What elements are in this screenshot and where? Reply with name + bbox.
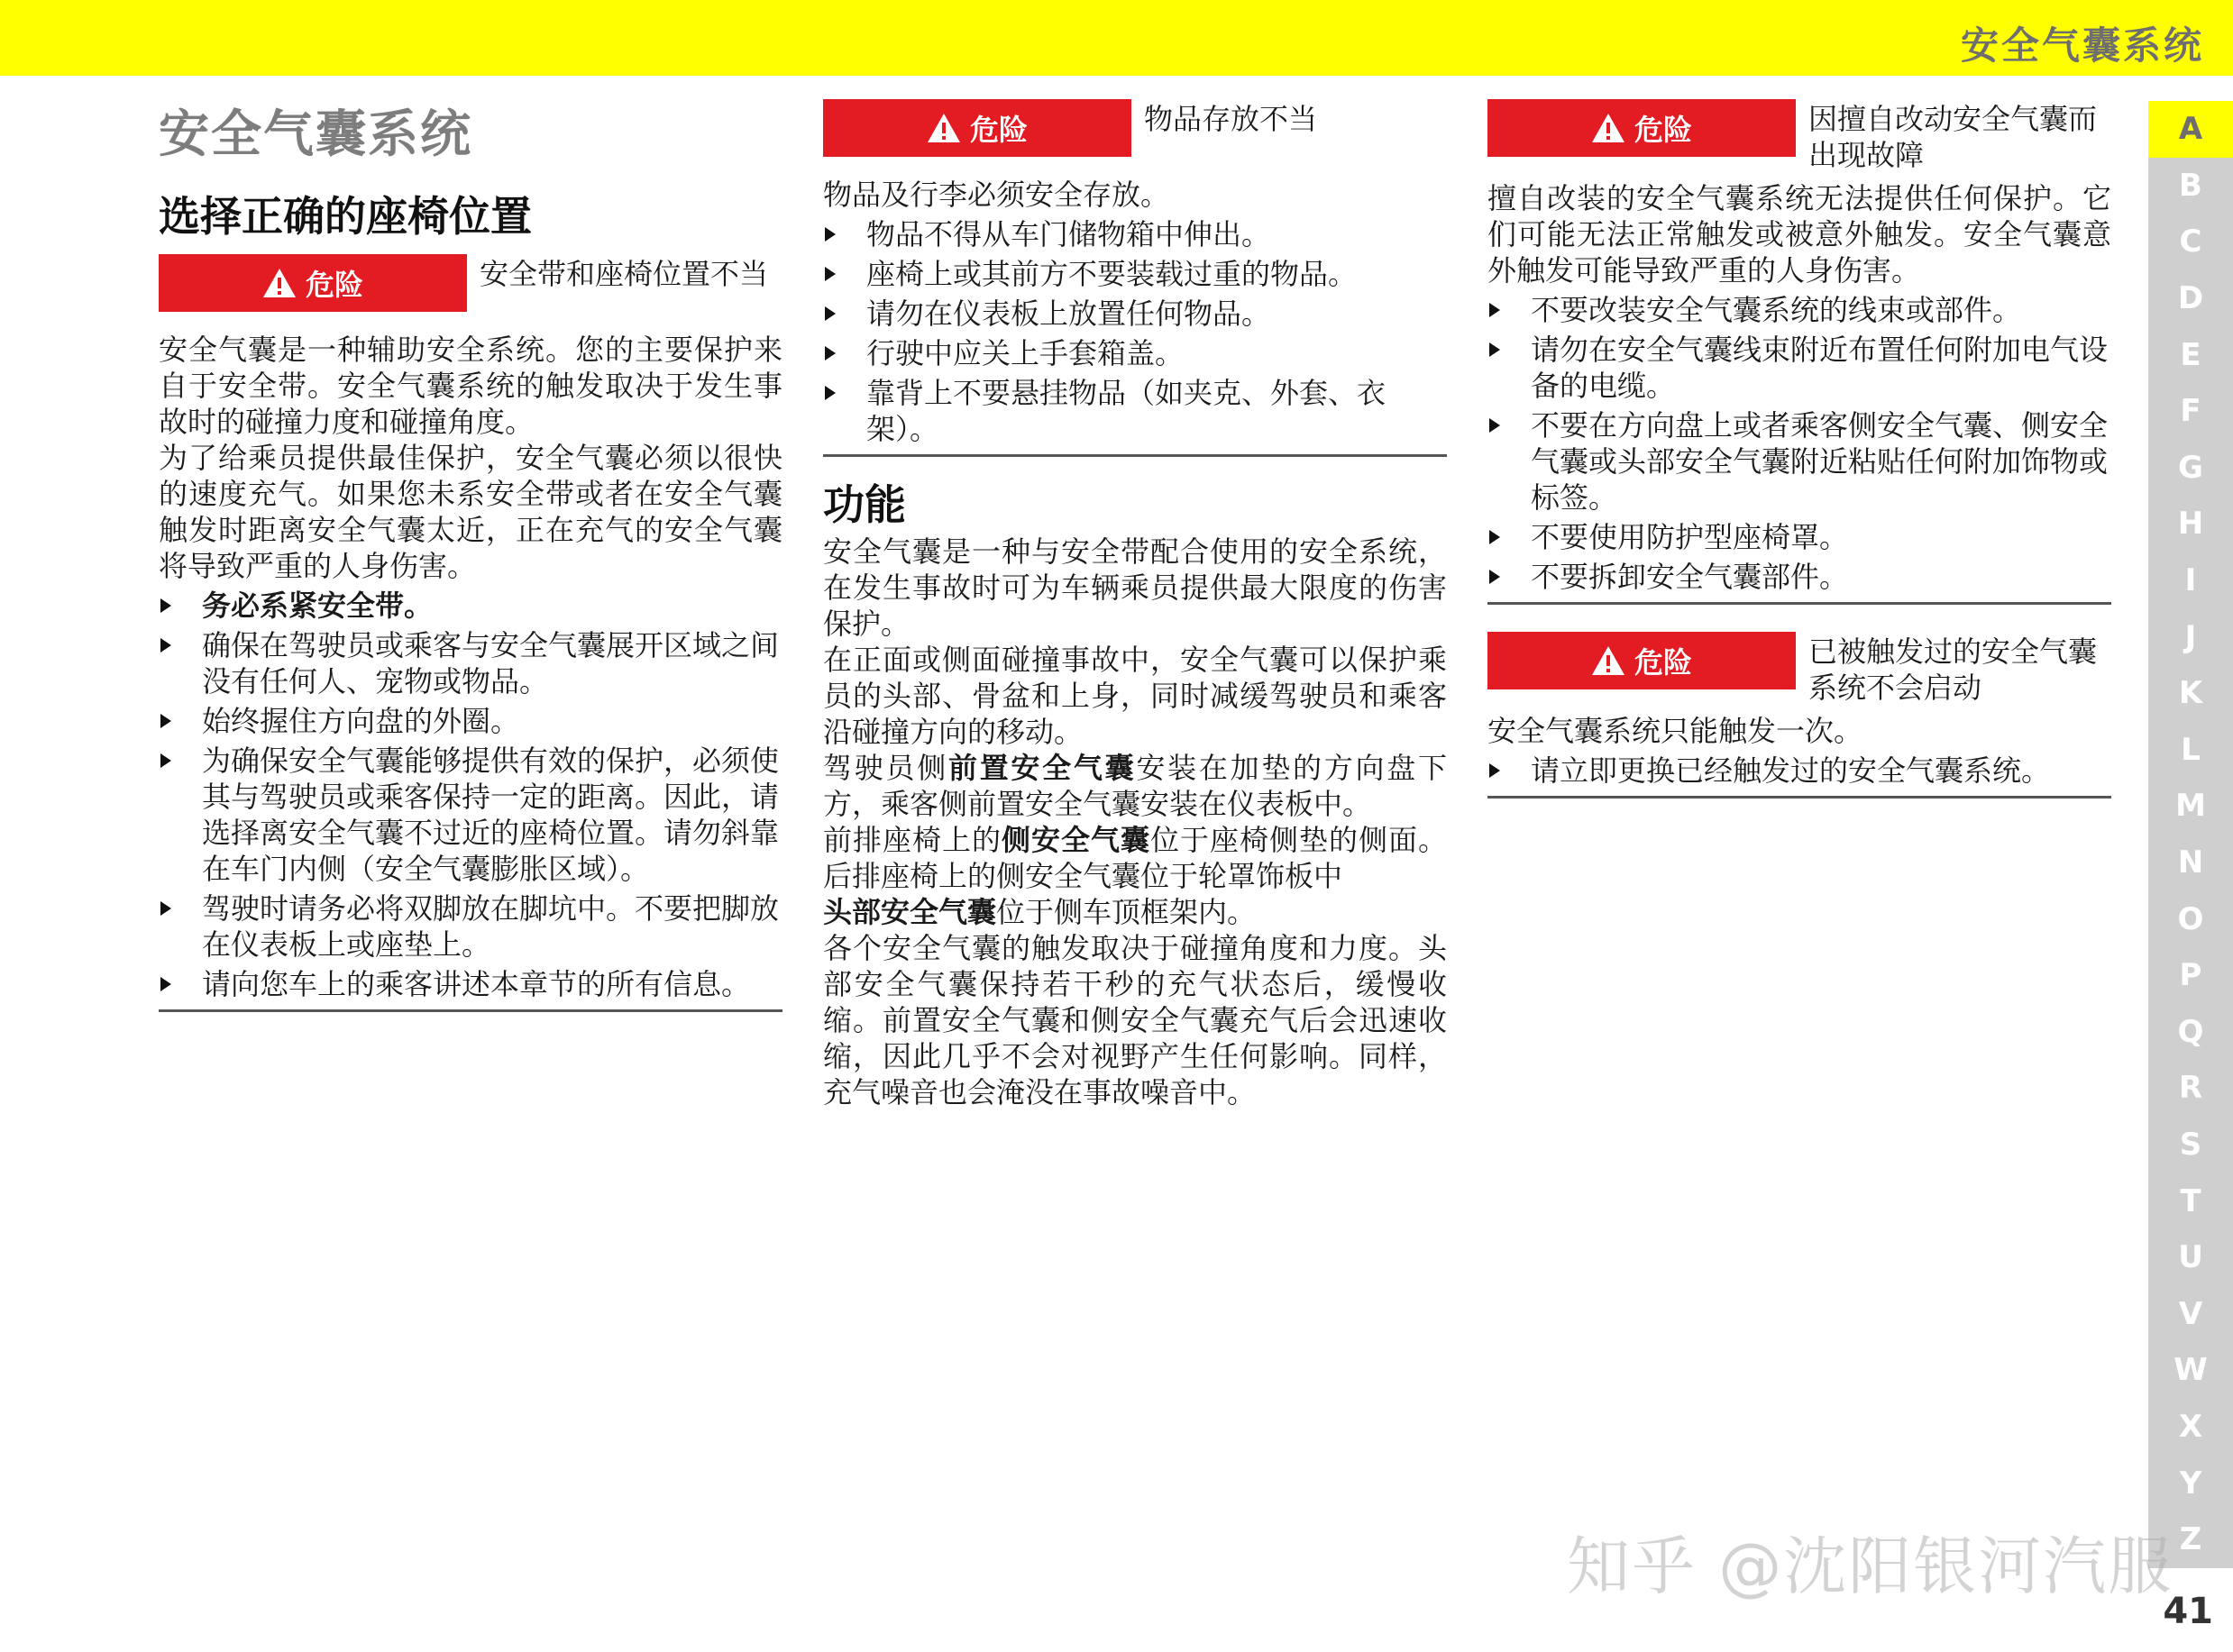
paragraph: 安全气囊是一种与安全带配合使用的安全系统，在发生事故时可为车辆乘员提供最大限度的伤害保护。 xyxy=(823,534,1447,642)
header-title: 安全气囊系统 xyxy=(1960,23,2204,68)
text-run: 位于座椅侧垫的侧面。后排座椅上的侧安全气囊位于轮罩饰板中 xyxy=(823,823,1447,894)
bullet-text: 为确保安全气囊能够提供有效的保护，必须使其与驾驶员或乘客保持一定的距离。因此，请选择离安全气囊不过近的座椅位置。请勿斜靠在车门内侧（安全气囊膨胀区域）。 xyxy=(202,744,780,887)
column-2 xyxy=(823,99,1447,1110)
paragraph: 在正面或侧面碰撞事故中，安全气囊可以保护乘员的头部、骨盆和上身，同时减缓驾驶员和乘客沿碰撞方向的移动。 xyxy=(823,643,1447,750)
index-tab-b[interactable]: B xyxy=(2179,167,2202,204)
bullet-item xyxy=(159,588,782,624)
bullet-text: 务必系紧安全带。 xyxy=(202,589,434,624)
section-title-function: 功能 xyxy=(823,480,906,529)
index-tab-j[interactable]: J xyxy=(2184,618,2197,655)
index-tab-x[interactable]: X xyxy=(2178,1408,2203,1445)
danger-title: 已被触发过的安全气囊系统不会启动 xyxy=(1808,634,2098,705)
paragraph xyxy=(823,822,1447,894)
bullet-item xyxy=(1487,332,2111,404)
danger-label xyxy=(1487,632,1796,689)
bullet-arrow-icon xyxy=(825,386,836,400)
term-head-airbag: 头部安全气囊 xyxy=(823,895,997,930)
bullet-list xyxy=(823,216,1447,447)
bullet-text: 不要使用防护型座椅罩。 xyxy=(1531,520,1849,554)
bullet-item xyxy=(159,743,782,887)
bullet-text: 行驶中应关上手套箱盖。 xyxy=(866,336,1185,370)
bullet-arrow-icon xyxy=(825,306,836,321)
index-tab-r[interactable]: R xyxy=(2178,1070,2203,1107)
bullet-item xyxy=(159,627,782,699)
bullet-text: 驾驶时请务必将双脚放在脚坑中。不要把脚放在仪表板上或座垫上。 xyxy=(202,891,780,963)
danger-box-storage xyxy=(823,99,1447,157)
danger-label-text: 危险 xyxy=(305,268,363,303)
paragraph: 擅自改装的安全气囊系统无法提供任何保护。它们可能无法正常触发或被意外触发。安全气囊意外触发可能导致严重的人身伤害。 xyxy=(1487,181,2111,288)
index-tab-a[interactable]: A xyxy=(2148,101,2233,158)
bullet-item xyxy=(1487,753,2111,789)
section-divider xyxy=(1487,602,2111,605)
bullet-text: 不要拆卸安全气囊部件。 xyxy=(1531,560,1849,594)
bullet-text: 确保在驾驶员或乘客与安全气囊展开区域之间没有任何人、宠物或物品。 xyxy=(202,628,780,699)
danger-label xyxy=(159,254,467,312)
text-run: 驾驶员侧 xyxy=(823,751,948,786)
bullet-item xyxy=(159,890,782,963)
index-tab-k[interactable]: K xyxy=(2178,675,2203,712)
bullet-text: 请勿在仪表板上放置任何物品。 xyxy=(866,297,1271,331)
bullet-arrow-icon xyxy=(160,753,171,768)
bullet-arrow-icon xyxy=(160,977,171,991)
bullet-text: 靠背上不要悬挂物品（如夹克、外套、衣架）。 xyxy=(866,376,1386,446)
bullet-text: 始终握住方向盘的外圈。 xyxy=(202,704,520,739)
bullet-arrow-icon xyxy=(160,714,171,728)
warning-triangle-icon xyxy=(1591,645,1625,676)
bullet-text: 座椅上或其前方不要装载过重的物品。 xyxy=(866,257,1358,291)
section-divider xyxy=(823,454,1447,457)
text-run: 位于侧车顶框架内。 xyxy=(996,895,1257,930)
index-tab-d[interactable]: D xyxy=(2177,280,2204,317)
danger-box-unauthorized-modification xyxy=(1487,99,2111,173)
bullet-list xyxy=(1487,753,2111,789)
bullet-arrow-icon xyxy=(160,638,171,653)
bullet-text: 请向您车上的乘客讲述本章节的所有信息。 xyxy=(202,967,751,1002)
index-tab-o[interactable]: O xyxy=(2177,900,2204,937)
term-side-airbag: 侧安全气囊 xyxy=(1002,823,1150,858)
bullet-text: 物品不得从车门储物箱中伸出。 xyxy=(866,217,1271,251)
bullet-item xyxy=(823,256,1447,292)
bullet-list xyxy=(1487,292,2111,595)
alphabet-index-sidebar xyxy=(2148,101,2233,1568)
index-tab-q[interactable]: Q xyxy=(2177,1013,2204,1050)
bullet-arrow-icon xyxy=(1489,763,1500,778)
danger-box-deployed-airbag xyxy=(1487,632,2111,706)
paragraph xyxy=(823,750,1447,822)
index-tab-e[interactable]: E xyxy=(2180,336,2201,373)
index-tab-h[interactable]: H xyxy=(2177,506,2204,543)
index-tab-v[interactable]: V xyxy=(2178,1295,2203,1332)
text-run: 安装在加垫的方向盘下方，乘客侧前置安全气囊安装在仪表板中。 xyxy=(823,751,1447,822)
index-tab-g[interactable]: G xyxy=(2178,449,2203,486)
paragraph xyxy=(823,894,1447,930)
index-tab-c[interactable]: C xyxy=(2179,224,2202,260)
bullet-arrow-icon xyxy=(1489,418,1500,433)
bullet-arrow-icon xyxy=(1489,530,1500,544)
bullet-item xyxy=(1487,407,2111,516)
warning-triangle-icon xyxy=(1591,113,1625,143)
index-tab-p[interactable]: P xyxy=(2179,957,2202,994)
bullet-text: 请勿在安全气囊线束附近布置任何附加电气设备的电缆。 xyxy=(1531,333,2109,403)
index-tab-i[interactable]: I xyxy=(2184,562,2197,599)
index-tab-y[interactable]: Y xyxy=(2179,1465,2202,1501)
danger-title: 安全带和座椅位置不当 xyxy=(480,257,769,292)
index-tab-m[interactable]: M xyxy=(2175,788,2206,825)
bullet-arrow-icon xyxy=(1489,303,1500,317)
danger-title: 物品存放不当 xyxy=(1144,102,1318,136)
text-run: 前排座椅上的 xyxy=(823,823,1002,858)
danger-label-text: 危险 xyxy=(1634,113,1692,147)
header-band xyxy=(0,0,2233,76)
index-tab-l[interactable]: L xyxy=(2181,731,2201,768)
section-divider xyxy=(159,1009,782,1012)
section-title-seat-position: 选择正确的座椅位置 xyxy=(159,192,532,242)
bullet-arrow-icon xyxy=(825,267,836,281)
danger-title: 因擅自改动安全气囊而出现故障 xyxy=(1808,102,2098,172)
paragraph: 安全气囊系统只能触发一次。 xyxy=(1487,714,1863,748)
bullet-item xyxy=(823,296,1447,332)
danger-label-text: 危险 xyxy=(969,113,1028,147)
paragraph: 各个安全气囊的触发取决于碰撞角度和力度。头部安全气囊保持若干秒的充气状态后，缓慢收缩。前置安全气囊和侧安全气囊充气后会迅速收缩，因此几乎不会对视野产生任何影响。同样，充气噪音也会淹没在事故噪音中。 xyxy=(823,931,1447,1110)
bullet-item xyxy=(1487,559,2111,595)
danger-label xyxy=(823,99,1131,157)
bullet-arrow-icon xyxy=(160,901,171,916)
page-title: 安全气囊系统 xyxy=(159,105,472,164)
bullet-text: 不要在方向盘上或者乘客侧安全气囊、侧安全气囊或头部安全气囊附近粘贴任何附加饰物或标签。 xyxy=(1531,408,2109,515)
bullet-arrow-icon xyxy=(1489,570,1500,584)
bullet-item xyxy=(1487,519,2111,555)
bullet-arrow-icon xyxy=(160,598,171,613)
bullet-list xyxy=(159,588,782,1002)
bullet-item xyxy=(823,335,1447,371)
section-divider xyxy=(1487,796,2111,799)
danger-label-text: 危险 xyxy=(1634,645,1692,680)
index-tab-u[interactable]: U xyxy=(2178,1239,2203,1276)
column-1 xyxy=(159,99,782,1012)
index-tab-t[interactable]: T xyxy=(2180,1182,2201,1219)
watermark: 知乎 @沈阳银河汽服 xyxy=(1567,1529,2174,1603)
bullet-item xyxy=(823,216,1447,252)
bullet-text: 请立即更换已经触发过的安全气囊系统。 xyxy=(1531,753,2051,788)
warning-triangle-icon xyxy=(927,113,961,143)
paragraph: 安全气囊是一种辅助安全系统。您的主要保护来自于安全带。安全气囊系统的触发取决于发生事故时的碰撞力度和碰撞角度。 xyxy=(159,333,782,440)
index-tab-n[interactable]: N xyxy=(2177,844,2204,881)
warning-triangle-icon xyxy=(262,268,297,298)
bullet-text: 不要改装安全气囊系统的线束或部件。 xyxy=(1531,293,2022,327)
bullet-item xyxy=(1487,292,2111,328)
term-front-airbag: 前置安全气囊 xyxy=(947,751,1137,786)
index-tab-s[interactable]: S xyxy=(2179,1126,2202,1163)
index-tab-z[interactable]: Z xyxy=(2179,1521,2202,1558)
index-tab-f[interactable]: F xyxy=(2180,393,2201,430)
page-number: 41 xyxy=(2163,1591,2213,1632)
column-3 xyxy=(1487,99,2111,799)
danger-label xyxy=(1487,99,1796,157)
danger-box-seatbelt xyxy=(159,254,782,312)
bullet-arrow-icon xyxy=(825,227,836,242)
bullet-item xyxy=(159,703,782,739)
bullet-item xyxy=(823,375,1447,447)
index-tab-w[interactable]: W xyxy=(2174,1352,2208,1389)
paragraph: 为了给乘员提供最佳保护，安全气囊必须以很快的速度充气。如果您未系安全带或者在安全气囊触发时距离安全气囊太近，正在充气的安全气囊将导致严重的人身伤害。 xyxy=(159,441,782,584)
bullet-arrow-icon xyxy=(825,346,836,361)
paragraph: 物品及行李必须安全存放。 xyxy=(823,178,1170,212)
bullet-arrow-icon xyxy=(1489,342,1500,357)
bullet-item xyxy=(159,966,782,1002)
